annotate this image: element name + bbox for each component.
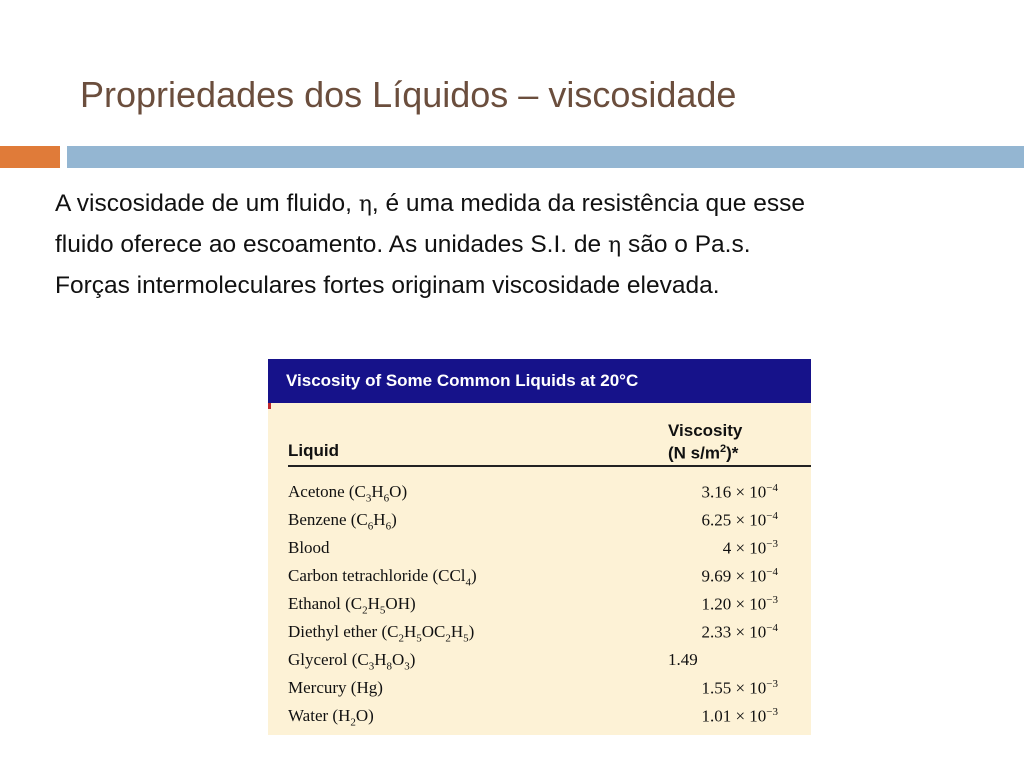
table-header-band [268,359,811,403]
table-row [268,535,811,563]
viscosity-value: $3.16 \times 10^{-4}$ [701,482,778,502]
accent-bar-blue [67,146,1024,168]
liquid-name: Glycerol $(C_3H_8O_3)$ [288,650,416,673]
table-row [268,563,811,591]
text-run: são o Pa.s. [621,231,751,258]
accent-bar-orange [0,146,60,168]
text-run: fluido oferece ao escoamento. As unidades S.I. de [55,231,608,258]
table-row [268,507,811,535]
superscript: 2 [719,443,727,455]
viscosity-value: $1.55 \times 10^{-3}$ [701,678,778,698]
text-run: A viscosidade de um fluido, [55,190,359,217]
viscosity-value: $1.20 \times 10^{-3}$ [701,594,778,614]
viscosity-value: $6.25 \times 10^{-4}$ [701,510,778,530]
red-marker [268,403,271,409]
viscosity-value: $2.33 \times 10^{-4}$ [701,622,778,642]
table-row [268,591,811,619]
liquid-name: Diethyl ether $(C_2H_5OC_2H_5)$ [288,622,475,645]
text-run: , é uma medida da resistência que esse [371,190,805,217]
text-run: )* [726,443,739,463]
slide-paragraph [55,184,1015,306]
table-row [268,675,811,703]
liquid-name: Acetone $(C_3H_6O)$ [288,482,408,505]
viscosity-header-line2 [668,440,742,463]
column-header-viscosity [668,421,742,463]
eta-symbol: η [358,192,372,217]
text-run: (N s/m [668,443,720,463]
table-row [268,703,811,731]
liquid-name: Water $(H_2O)$ [288,706,374,729]
liquid-name: Mercury (Hg) [288,678,383,697]
table-body [268,479,811,731]
table-row [268,647,811,675]
liquid-name: Ethanol $(C_2H_5OH)$ [288,594,416,617]
paragraph-line-3: Forças intermoleculares fortes originam viscosidade elevada. [55,272,720,299]
header-rule [288,465,811,467]
viscosity-header-line1: Viscosity [668,421,743,440]
table-row [268,619,811,647]
liquid-name: Carbon tetrachloride (CCl$_4$) [288,566,477,589]
paragraph-line-2 [55,225,1015,266]
slide-title: Propriedades dos Líquidos – viscosidade [80,74,737,115]
viscosity-value: $4 \times 10^{-3}$ [722,538,778,558]
viscosity-value: $1.01 \times 10^{-3}$ [701,706,778,726]
viscosity-table [268,359,811,735]
eta-symbol: η [607,233,622,258]
viscosity-value: $9.69 \times 10^{-4}$ [701,566,778,586]
table-title: Viscosity of Some Common Liquids at 20°C [286,371,639,390]
liquid-name: Benzene $(C_6H_6)$ [288,510,397,533]
liquid-name: Blood [288,538,330,557]
paragraph-line-1 [55,184,1015,225]
column-header-liquid: Liquid [288,441,339,460]
table-row [268,479,811,507]
viscosity-value: 1.49 [668,650,698,669]
